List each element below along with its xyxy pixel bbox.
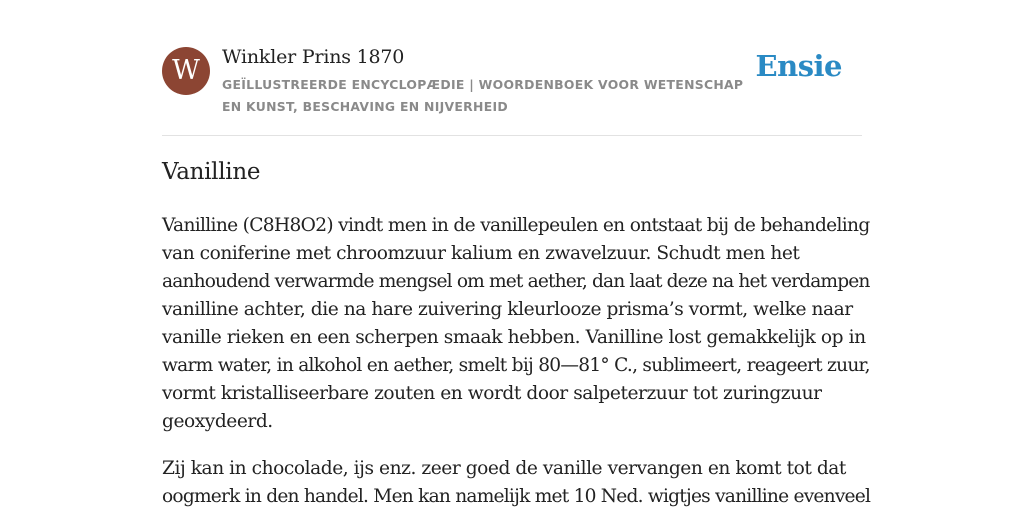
ensie-logo[interactable]: Ensie: [755, 49, 842, 83]
source-title[interactable]: Winkler Prins 1870: [222, 46, 405, 68]
source-avatar[interactable]: W: [162, 47, 210, 95]
text-line: vanilline achter, die na hare zuivering kleurlooze prisma’s vormt, welke naar: [162, 299, 853, 320]
text-line: van coniferine met chroomzuur kalium en zwavelzuur. Schudt men het: [162, 243, 800, 264]
source-subtitle: GEÏLLUSTREERDE ENCYCLOPÆDIE | WOORDENBOEK VOOR WETENSCHAP EN KUNST, BESCHAVING EN NIJVERHEID: [222, 77, 744, 114]
text-line: aanhoudend verwarmde mengsel om met aether, dan laat deze na het verdampen: [162, 271, 870, 292]
text-line: Vanilline (C8H8O2) vindt men in de vanillepeulen en ontstaat bij de behandeling: [162, 215, 870, 236]
text-line: Zij kan in chocolade, ijs enz. zeer goed de vanille vervangen en komt tot dat: [162, 458, 846, 479]
paragraph-1: [162, 212, 870, 436]
text-line: vanille rieken en een scherpen smaak hebben. Vanilline lost gemakkelijk op in: [162, 327, 866, 348]
text-line: vormt kristalliseerbare zouten en wordt door salpeterzuur tot zuringzuur: [162, 383, 822, 404]
entry-body: [162, 212, 870, 512]
text-line: oogmerk in den handel. Men kan namelijk met 10 Ned. wigtjes vanilline evenveel: [162, 486, 871, 507]
source-header: [162, 44, 862, 136]
entry-title: Vanilline: [162, 159, 261, 185]
text-line: warm water, in alkohol en aether, smelt bij 80—81° C., sublimeert, reageert zuur,: [162, 355, 870, 376]
text-line: geoxydeerd.: [162, 411, 273, 432]
paragraph-2: [162, 455, 870, 511]
